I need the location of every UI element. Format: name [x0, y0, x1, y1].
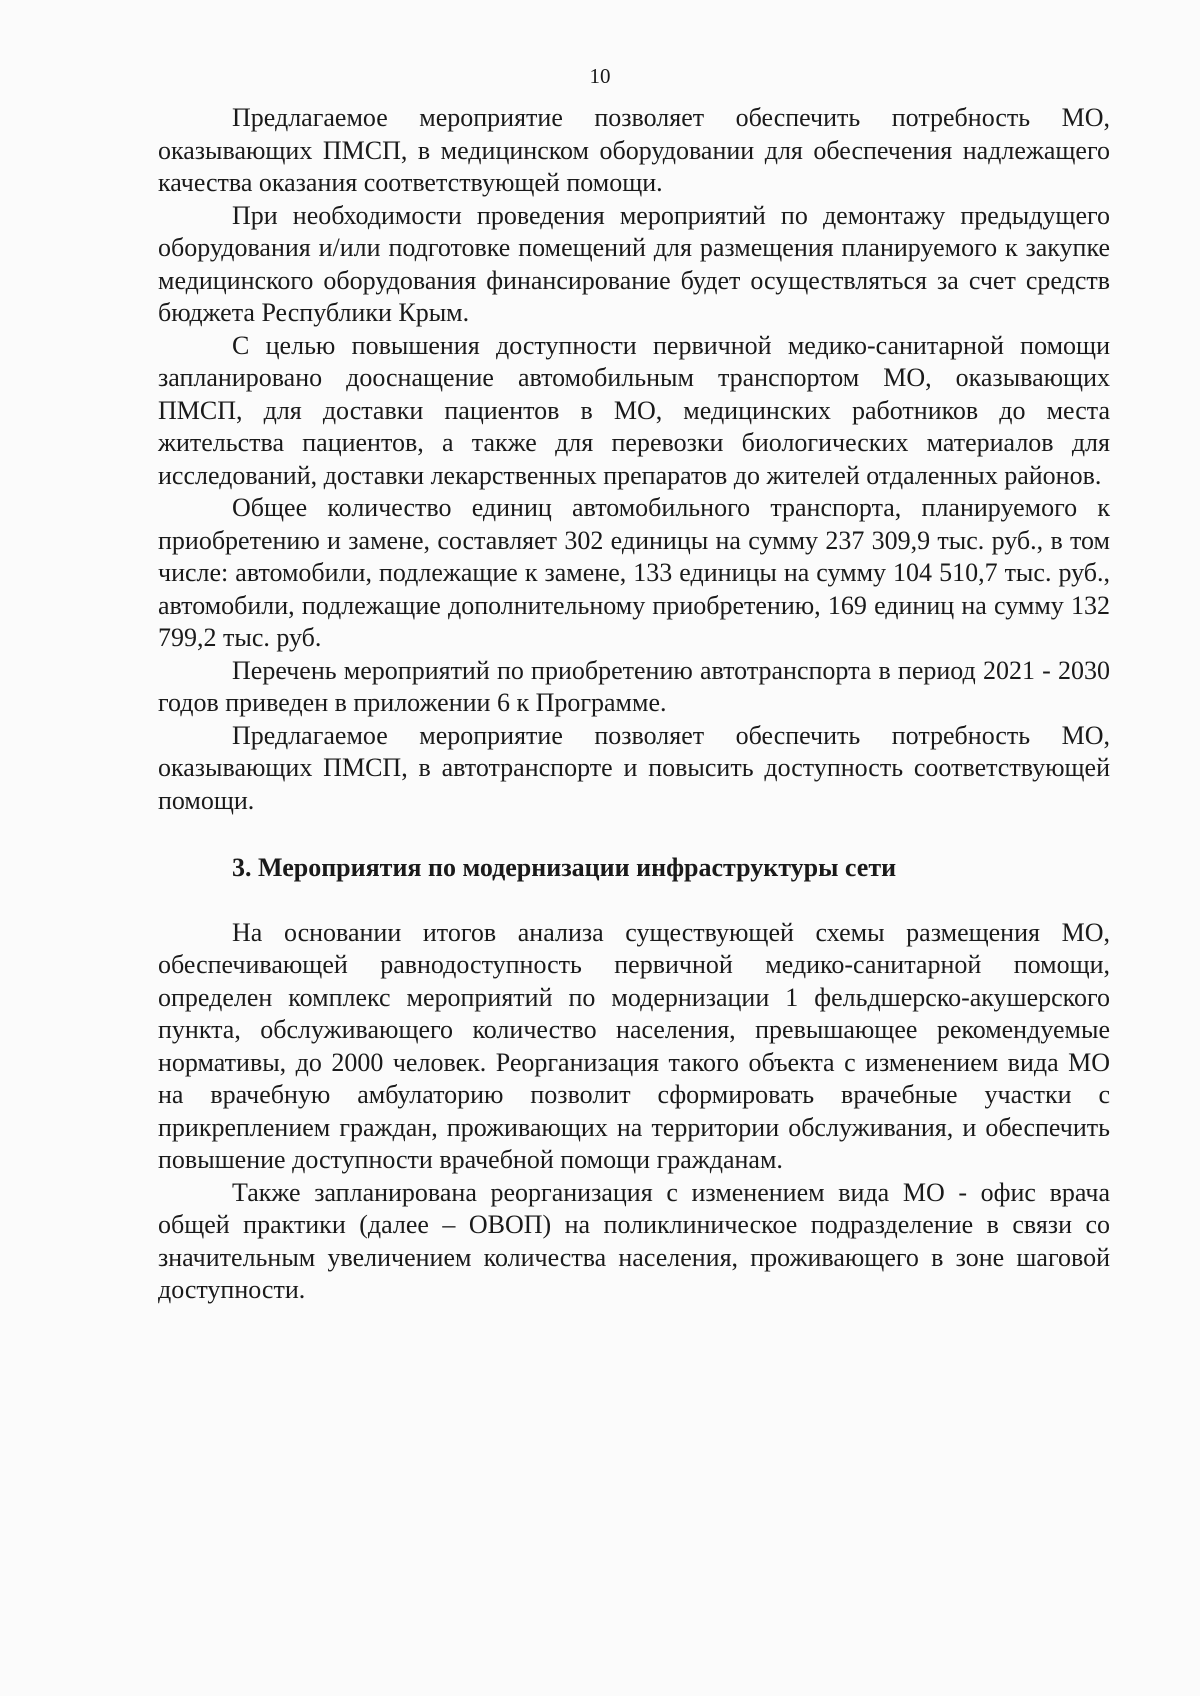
- paragraph: С целью повышения доступности первичной медико-санитарной помощи запланировано дооснащение автомобильным транспортом МО, оказывающих ПМСП, для доставки пациентов в МО, медицинских работников до места жительства пациентов, а также для перевозки биологических материалов для исследований, доставки лекарственных препаратов до жителей отдаленных районов.: [158, 330, 1110, 490]
- paragraph: Предлагаемое мероприятие позволяет обеспечить потребность МО, оказывающих ПМСП, в автотранспорте и повысить доступность соответствующей помощи.: [158, 720, 1110, 815]
- section-heading: 3. Мероприятия по модернизации инфраструктуры сети: [232, 853, 897, 882]
- page-number: 10: [589, 64, 611, 88]
- paragraph: Перечень мероприятий по приобретению автотранспорта в период 2021 - 2030 годов приведен в приложении 6 к Программе.: [158, 655, 1110, 717]
- paragraph: Также запланирована реорганизация с изменением вида МО - офис врача общей практики (далее – ОВОП) на поликлиническое подразделение в связи со значительным увеличением количества населения, проживающего в зоне шаговой доступности.: [158, 1177, 1110, 1304]
- paragraph: Общее количество единиц автомобильного транспорта, планируемого к приобретению и замене, составляет 302 единицы на сумму 237 309,9 тыс. руб., в том числе: автомобили, подлежащие к замене, 133 единицы на сумму 104 510,7 тыс. руб., автомобили, подлежащие дополнительному приобретению, 169 единиц на сумму 132 799,2 тыс. руб.: [158, 493, 1110, 652]
- document-body: [158, 102, 1110, 1307]
- paragraph: При необходимости проведения мероприятий по демонтажу предыдущего оборудования и/или подготовке помещений для размещения планируемого к закупке медицинского оборудования финансирование будет осуществляться за счет средств бюджета Республики Крым.: [158, 200, 1110, 327]
- paragraph: На основании итогов анализа существующей схемы размещения МО, обеспечивающей равнодоступность первичной медико-санитарной помощи, определен комплекс мероприятий по модернизации 1 фельдшерско-акушерского пункта, обслуживающего количество населения, превышающее рекомендуемые нормативы, до 2000 человек. Реорганизация такого объекта с изменением вида МО на врачебную амбулаторию позволит сформировать врачебные участки с прикреплением граждан, проживающих на территории обслуживания, и обеспечить повышение доступности врачебной помощи гражданам.: [158, 917, 1110, 1174]
- paragraph: Предлагаемое мероприятие позволяет обеспечить потребность МО, оказывающих ПМСП, в медицинском оборудовании для обеспечения надлежащего качества оказания соответствующей помощи.: [158, 103, 1110, 197]
